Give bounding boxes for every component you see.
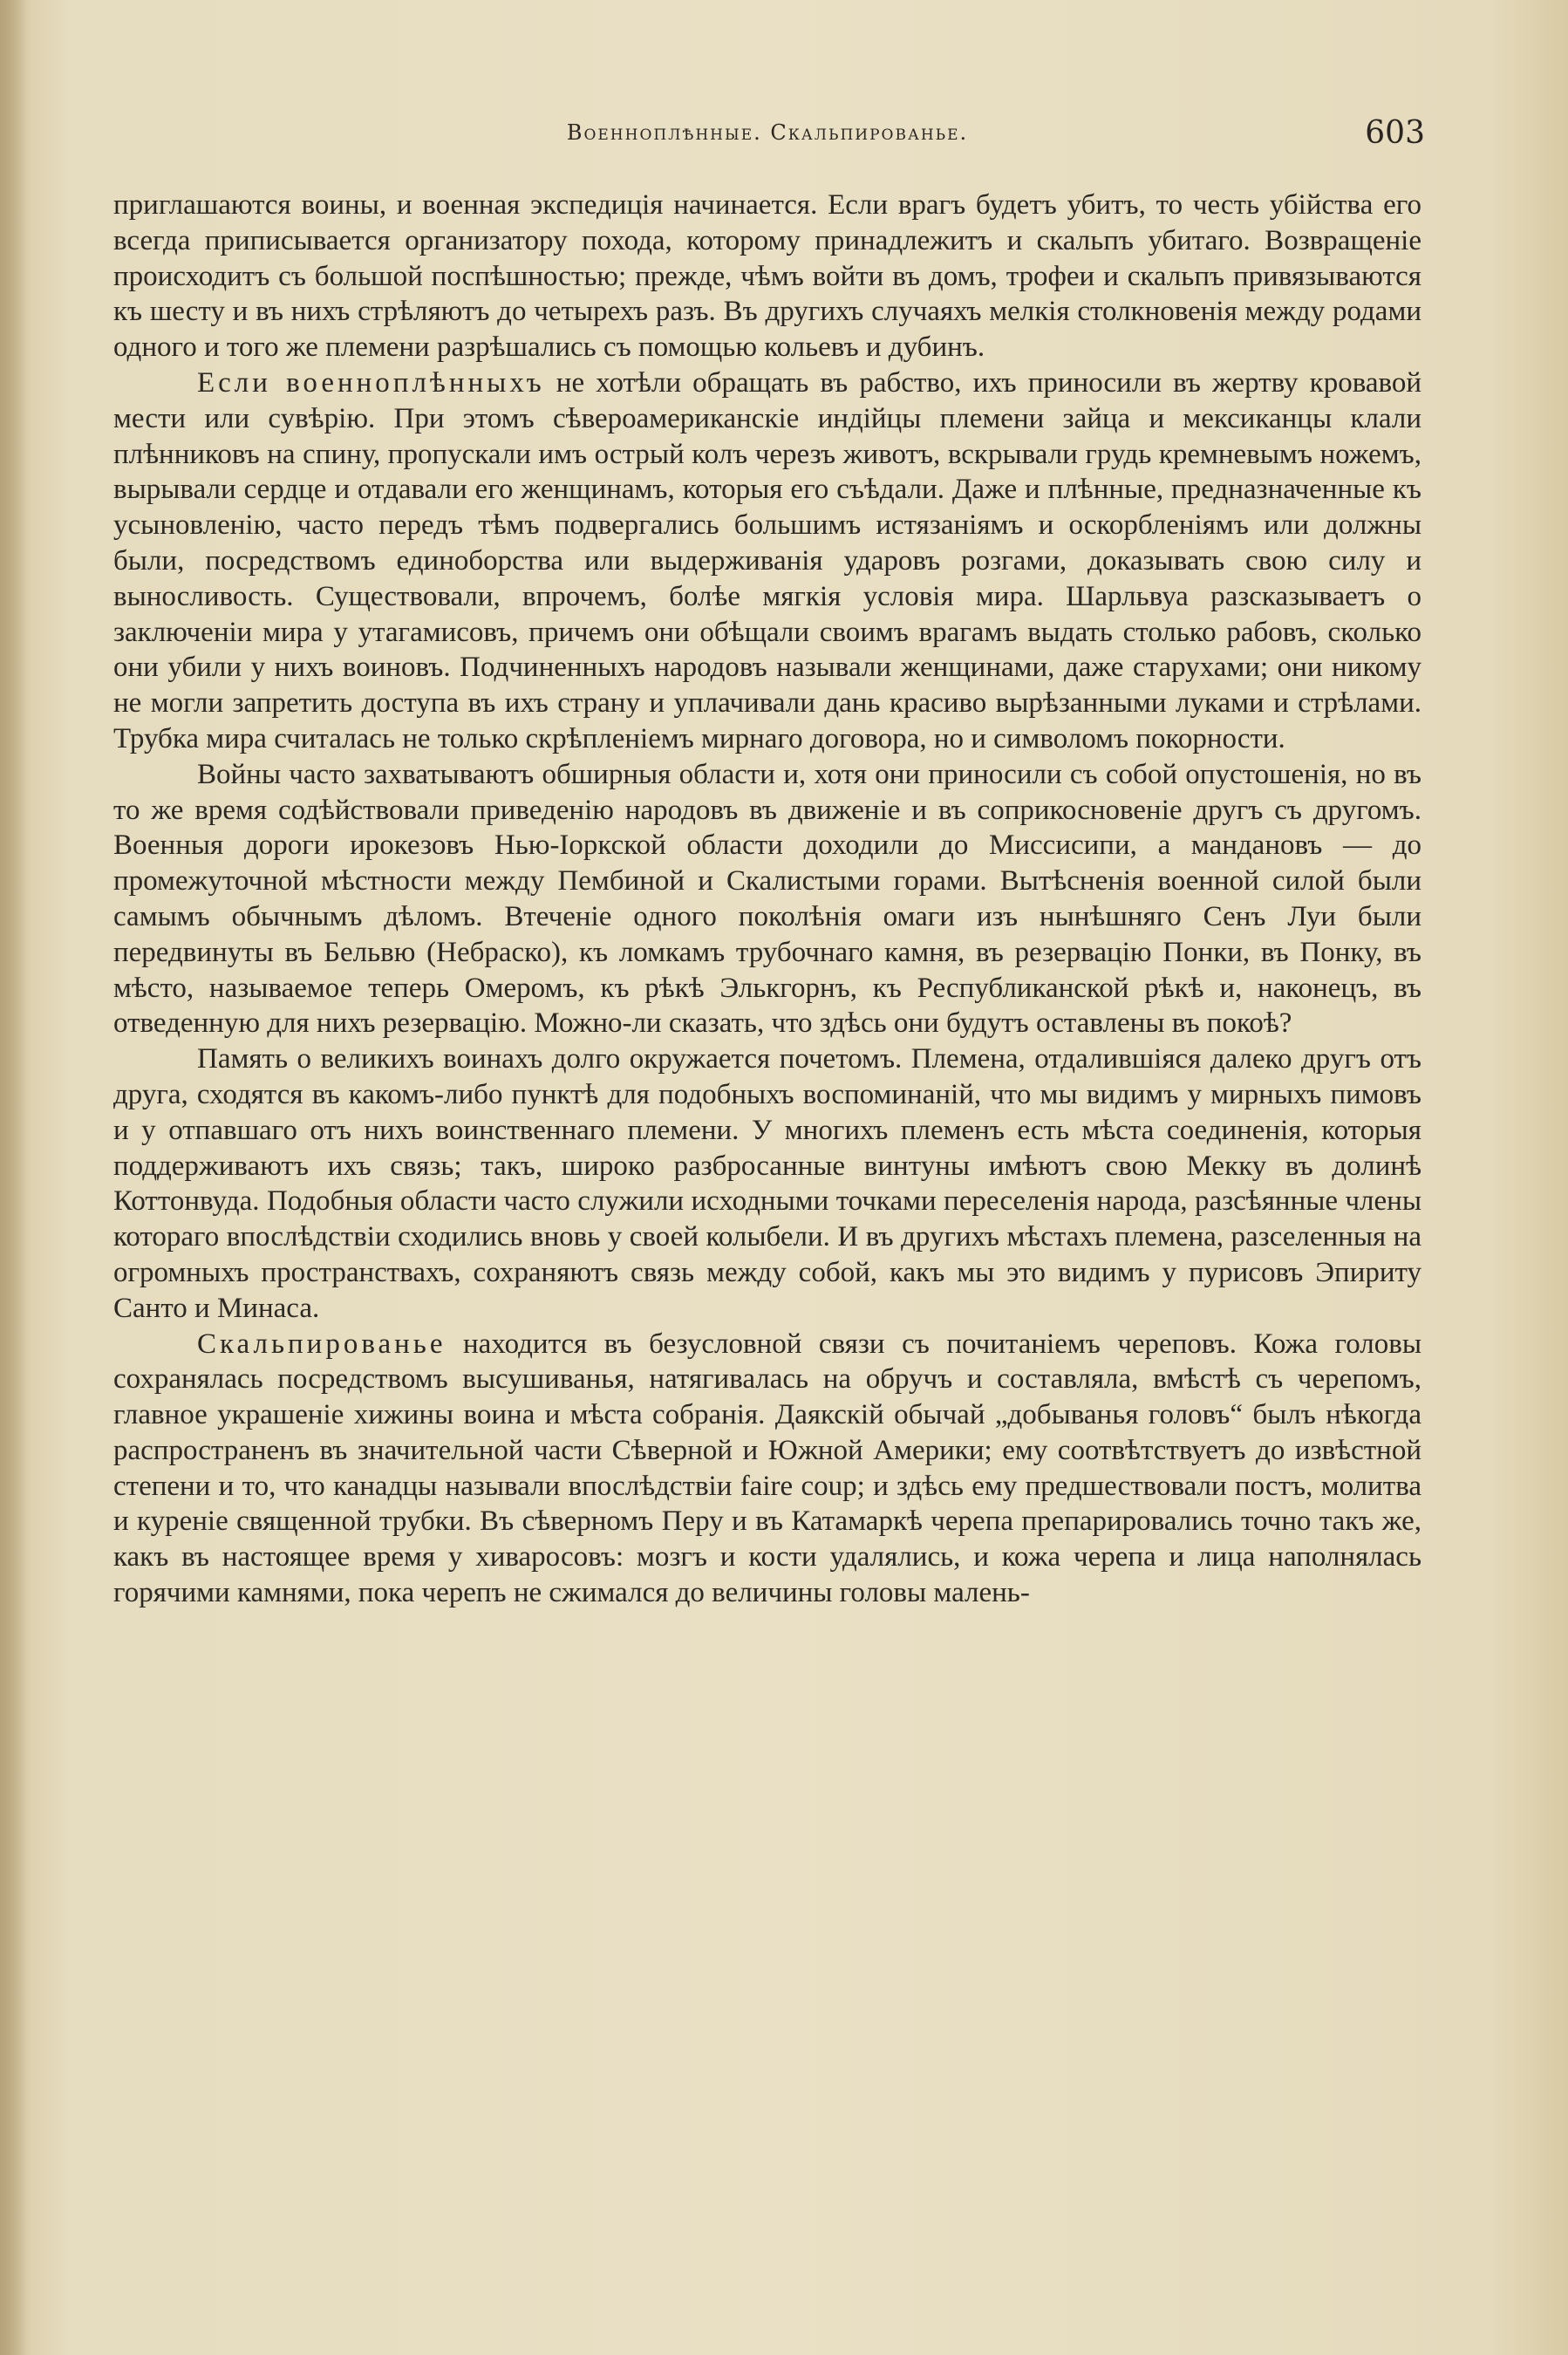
body-text: [113, 188, 1421, 1611]
paragraph-text: Память о великихъ воинахъ долго окружается почетомъ. Племена, отдалившіяся далеко другъ отъ друга, сходятся въ какомъ-либо пунктѣ для подобныхъ воспоминаній, что мы видимъ у мирныхъ пимовъ и у отпавшаго отъ нихъ воинственнаго племени. У многихъ племенъ есть мѣста соединенія, которыя поддерживаютъ ихъ связь; такъ, широко разбросанные винтуны имѣютъ свою Мекку въ долинѣ Коттонвуда. Подобныя области часто служили исходными точками переселенія народа, разсѣянные члены котораго впослѣдствіи сходились вновь у своей колыбели. И въ другихъ мѣстахъ племена, разселенныя на огромныхъ пространствахъ, сохраняютъ связь между собой, какъ мы это видимъ у пурисовъ Эпириту Санто и Минаса.: [113, 1043, 1421, 1324]
paragraph-text: не хотѣли обращать въ рабство, ихъ приносили въ жертву кровавой мести или сувѣрію. При этомъ сѣвероамериканскіе индійцы племени зайца и мексиканцы клали плѣнниковъ на спину, пропускали имъ острый колъ черезъ животъ, вскрывали грудь кремневымъ ножемъ, вырывали сердце и отдавали его женщинамъ, которыя его съѣдали. Даже и плѣнные, предназначенные къ усыновленію, часто передъ тѣмъ подвергались большимъ истязаніямъ и оскорбленіямъ или должны были, посредствомъ единоборства или выдерживанія ударовъ розгами, доказывать свою силу и выносливость. Существовали, впрочемъ, болѣе мягкія условія мира. Шарльвуа разсказываетъ о заключеніи мира у утагамисовъ, причемъ они обѣщали своимъ врагамъ выдать столько рабовъ, сколько они убили у нихъ воиновъ. Подчиненныхъ народовъ называли женщинами, даже старухами; они никому не могли запретить доступа въ ихъ страну и уплачивали дань красиво вырѣзанными луками и стрѣлами. Трубка мира считалась не только скрѣпленіемъ мирнаго договора, но и символомъ покорности.: [113, 366, 1422, 754]
paragraph-text: Войны часто захватываютъ обширныя области и, хотя они приносили съ собой опустошенія, но въ то же время содѣйствовали приведенію народовъ въ движеніе и въ соприкосновеніе другъ съ другомъ. Военныя дороги ирокезовъ Нью-Іоркской области доходили до Миссисипи, а мандановъ — до промежуточной мѣстности между Пембиной и Скалистыми горами. Вытѣсненія военной силой были самымъ обычнымъ дѣломъ. Втеченіе одного поколѣнія омаги изъ нынѣшняго Сенъ Луи были передвинуты въ Бельвю (Небраско), къ ломкамъ трубочнаго камня, въ резервацію Понки, въ Понку, въ мѣсто, называемое теперь Омеромъ, къ рѣкѣ Элькгорнъ, къ Республиканской рѣкѣ и, наконецъ, въ отведенную для нихъ резервацію. Можно-ли сказать, что здѣсь они будутъ оставлены въ покоѣ?: [113, 758, 1421, 1040]
paragraph-text: приглашаются воины, и военная экспедиція начинается. Если врагъ будетъ убитъ, то честь убійства его всегда приписывается организатору похода, которому принадлежитъ и скальпъ убитаго. Возвращеніе происходитъ съ большой поспѣшностью; прежде, чѣмъ войти въ домъ, трофеи и скальпъ привязываются къ шесту и въ нихъ стрѣляютъ до четырехъ разъ. Въ другихъ случаяхъ мелкія столкновенія между родами одного и того же племени разрѣшались съ помощью кольевъ и дубинъ.: [113, 189, 1421, 364]
paragraph-text: находится въ безусловной связи съ почитаніемъ череповъ. Кожа головы сохранялась посредствомъ высушиванья, натягивалась на обручъ и составляла, вмѣстѣ съ черепомъ, главное украшеніе хижины воина и мѣста собранія. Даякскій обычай „добыванья головъ“ былъ нѣкогда распространенъ въ значительной части Сѣверной и Южной Америки; ему соотвѣтствуетъ до извѣстной степени и то, что канадцы называли впослѣдствіи faire coup; и здѣсь ему предшествовали постъ, молитва и куреніе священной трубки. Въ сѣверномъ Перу и въ Катамаркѣ черепа препарировались точно такъ же, какъ въ настоящее время у хиваросовъ: мозгъ и кости удалялись, и кожа черепа и лица наполнялась горячими камнями, пока черепъ не сжимался до величины головы малень-: [113, 1328, 1421, 1609]
spaced-lead-term: Если военноплѣнныхъ: [197, 366, 545, 399]
page-number: 603: [1365, 115, 1425, 151]
page-spine-shadow: [0, 0, 30, 2355]
paragraph: [113, 757, 1421, 1041]
paragraph: [113, 1327, 1421, 1611]
paragraph: [113, 365, 1421, 757]
running-title: Военноплѣнные. Скальпированье.: [566, 120, 969, 145]
page-header: [113, 115, 1425, 167]
paragraph: [113, 188, 1421, 365]
spaced-lead-term: Скальпированье: [197, 1328, 447, 1360]
paragraph: [113, 1041, 1421, 1326]
